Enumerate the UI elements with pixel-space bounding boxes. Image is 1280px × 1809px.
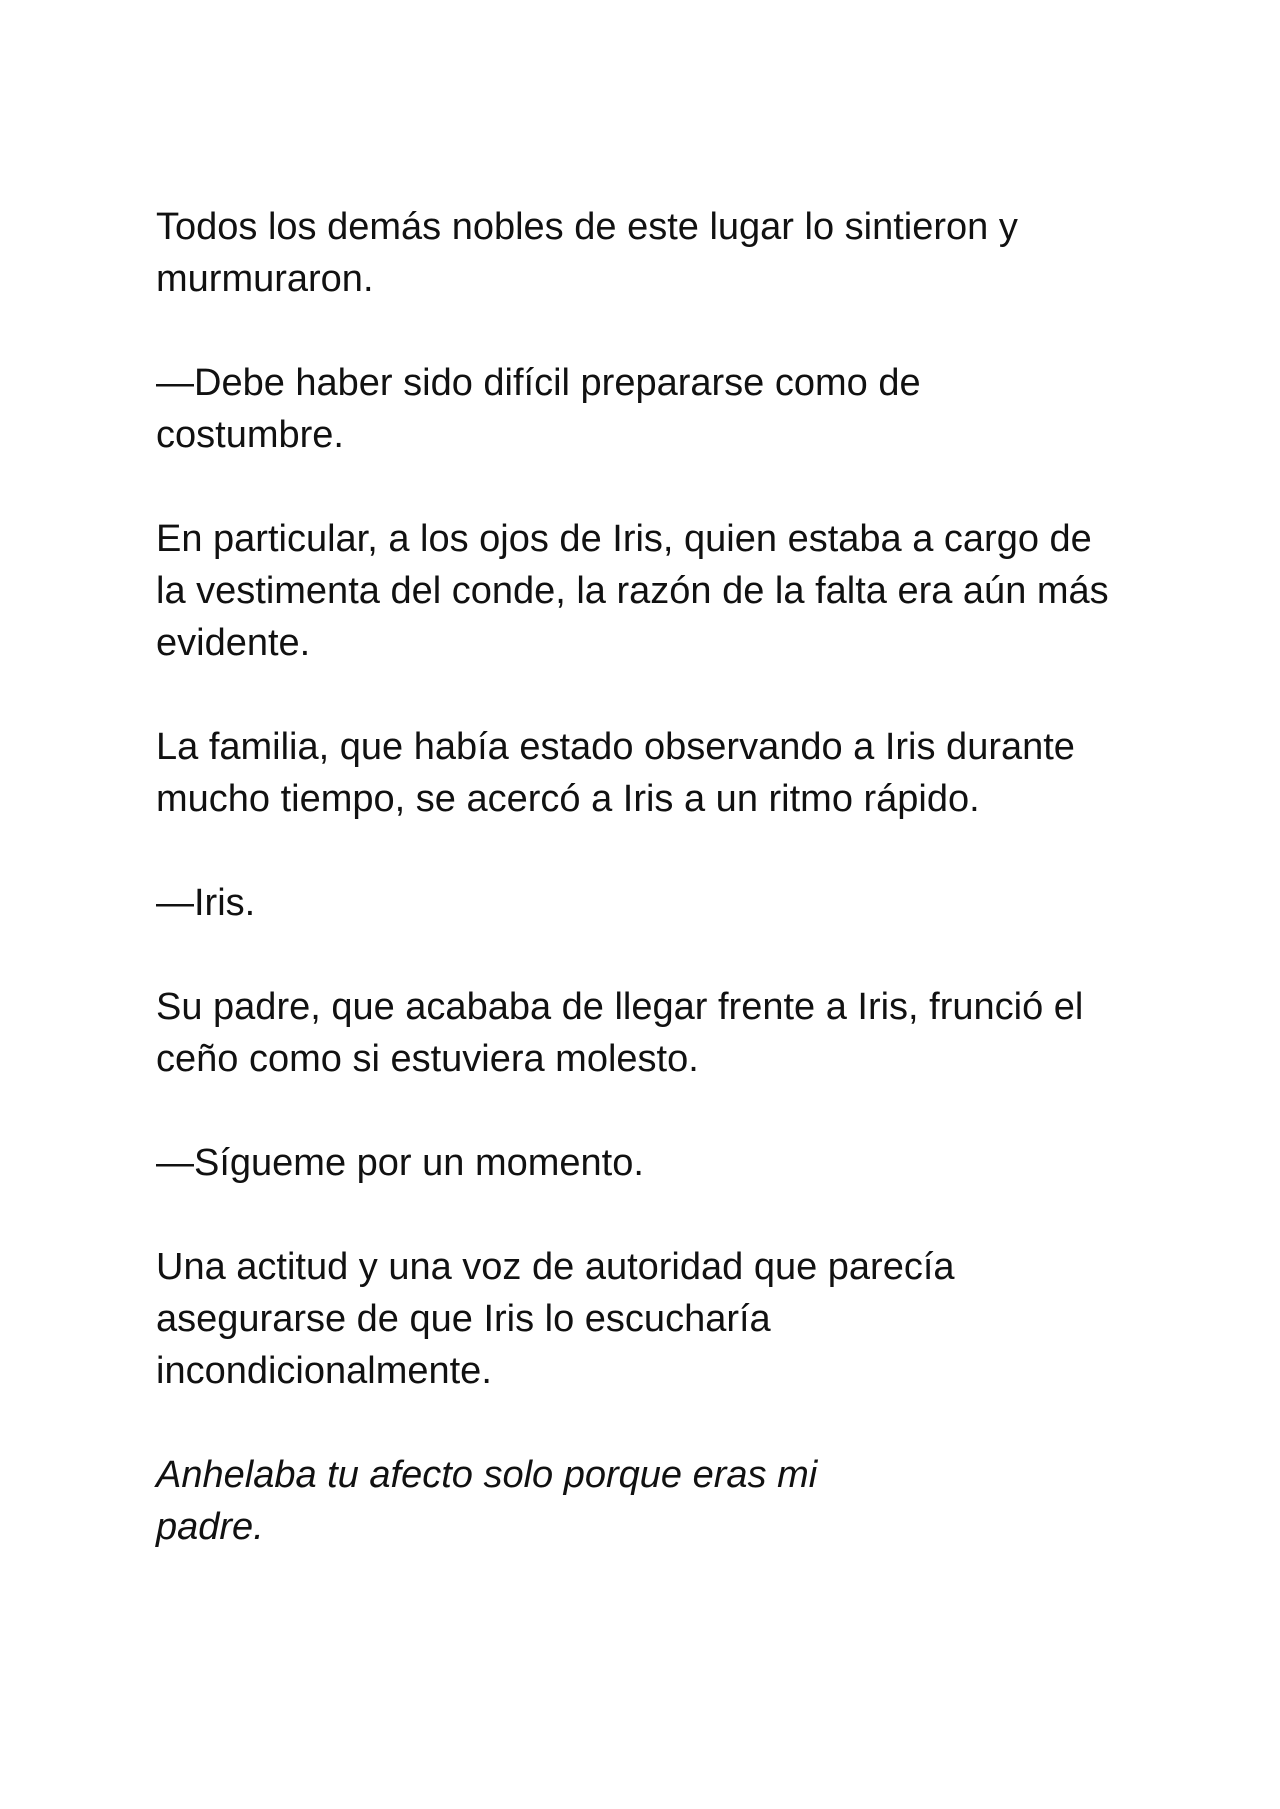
- paragraph-5: [156, 877, 1146, 929]
- paragraph-line: ceño como si estuviera molesto.: [156, 1038, 699, 1080]
- paragraph-line: Una actitud y una voz de autoridad que parecía: [156, 1246, 955, 1288]
- paragraph-line: incondicionalmente.: [156, 1350, 492, 1392]
- paragraph-line: —Sígueme por un momento.: [156, 1142, 644, 1184]
- paragraph-line: La familia, que había estado observando a Iris durante: [156, 726, 1075, 768]
- paragraph-2: [156, 357, 1146, 461]
- paragraph-line: Su padre, que acababa de llegar frente a Iris, frunció el: [156, 986, 1084, 1028]
- paragraph-3: [156, 513, 1146, 669]
- paragraph-line: evidente.: [156, 622, 311, 664]
- paragraph-4: [156, 721, 1146, 825]
- paragraph-line: —Iris.: [156, 882, 256, 924]
- paragraph-line: En particular, a los ojos de Iris, quien estaba a cargo de: [156, 518, 1092, 560]
- paragraph-line: costumbre.: [156, 414, 344, 456]
- paragraph-9-italic: [156, 1449, 1146, 1553]
- paragraph-line: —Debe haber sido difícil prepararse como de: [156, 362, 921, 404]
- paragraph-line: la vestimenta del conde, la razón de la falta era aún más: [156, 570, 1109, 612]
- paragraph-line: murmuraron.: [156, 258, 374, 300]
- paragraph-line: asegurarse de que Iris lo escucharía: [156, 1298, 771, 1340]
- paragraph-line: padre.: [156, 1506, 264, 1548]
- paragraph-line: Todos los demás nobles de este lugar lo sintieron y: [156, 206, 1018, 248]
- paragraph-6: [156, 981, 1146, 1085]
- paragraph-line: mucho tiempo, se acercó a Iris a un ritmo rápido.: [156, 778, 980, 820]
- paragraph-line: Anhelaba tu afecto solo porque eras mi: [156, 1454, 818, 1496]
- paragraph-8: [156, 1241, 1146, 1397]
- paragraph-1: [156, 201, 1146, 305]
- text-body: [156, 201, 1146, 1605]
- paragraph-7: [156, 1137, 1146, 1189]
